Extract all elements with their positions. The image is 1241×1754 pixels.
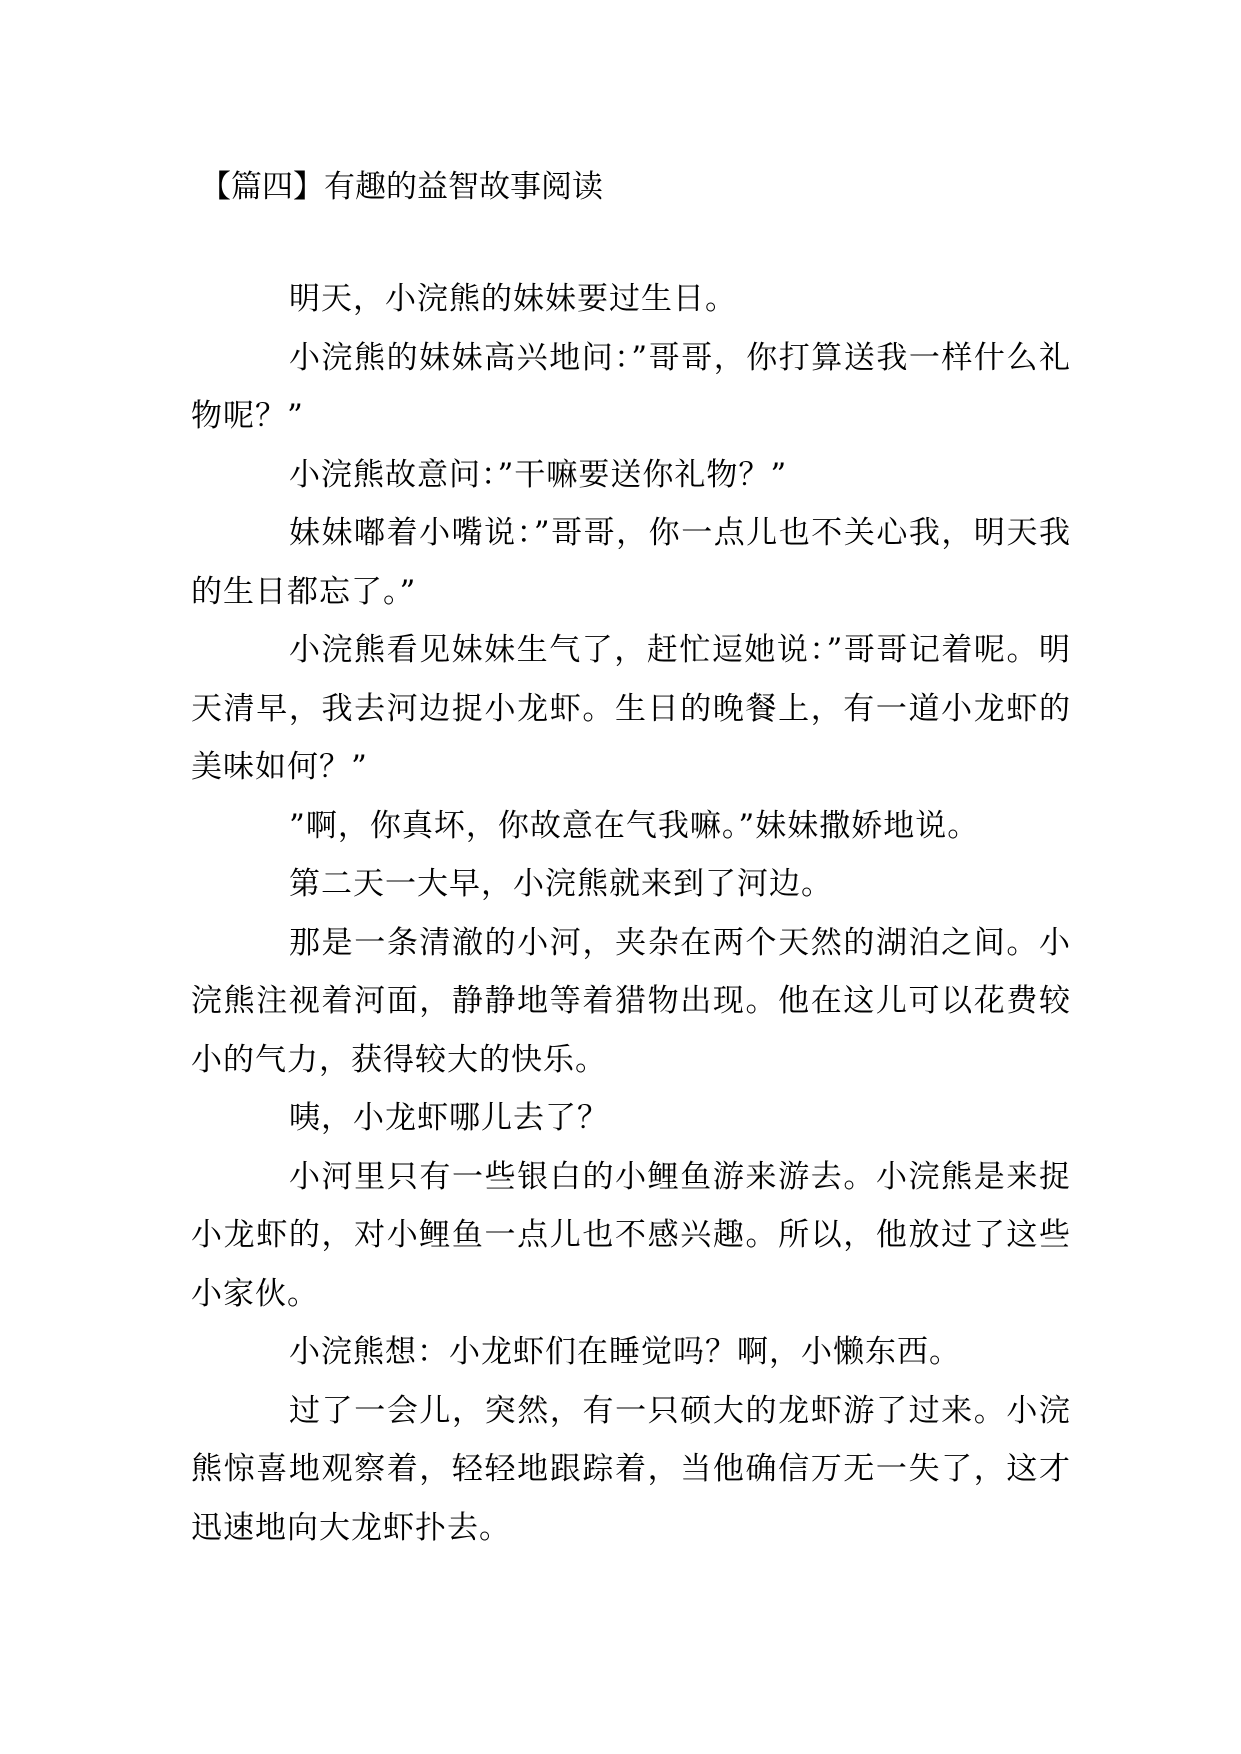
paragraph: 小河里只有一些银白的小鲤鱼游来游去。小浣熊是来捉小龙虾的，对小鲤鱼一点儿也不感兴趣。所以，他放过了这些小家伙。 bbox=[191, 1158, 1071, 1312]
paragraph: 小浣熊的妹妹高兴地问：”哥哥，你打算送我一样什么礼物呢？” bbox=[191, 339, 1071, 434]
paragraph: 咦，小龙虾哪儿去了？ bbox=[289, 1100, 609, 1136]
paragraph: 小浣熊看见妹妹生气了，赶忙逗她说：”哥哥记着呢。明天清早，我去河边捉小龙虾。生日的晚餐上，有一道小龙虾的美味如何？” bbox=[191, 632, 1071, 785]
paragraph: 那是一条清澈的小河，夹杂在两个天然的湖泊之间。小浣熊注视着河面，静静地等着猎物出现。他在这儿可以花费较小的气力，获得较大的快乐。 bbox=[191, 924, 1071, 1078]
paragraph: 妹妹嘟着小嘴说：”哥哥，你一点儿也不关心我，明天我的生日都忘了。” bbox=[191, 515, 1071, 610]
story-body bbox=[191, 270, 1071, 1557]
paragraph: 小浣熊故意问：”干嘛要送你礼物？” bbox=[289, 456, 788, 493]
paragraph: 过了一会儿，突然，有一只硕大的龙虾游了过来。小浣熊惊喜地观察着，轻轻地跟踪着，当他确信万无一失了，这才迅速地向大龙虾扑去。 bbox=[191, 1392, 1071, 1546]
paragraph: ”啊，你真坏，你故意在气我嘛。”妹妹撒娇地说。 bbox=[289, 807, 980, 844]
page-title: 【篇四】有趣的益智故事阅读 bbox=[200, 169, 603, 205]
paragraph: 明天，小浣熊的妹妹要过生日。 bbox=[289, 281, 737, 317]
paragraph: 小浣熊想：小龙虾们在睡觉吗？啊，小懒东西。 bbox=[289, 1334, 961, 1370]
paragraph: 第二天一大早，小浣熊就来到了河边。 bbox=[289, 866, 833, 902]
